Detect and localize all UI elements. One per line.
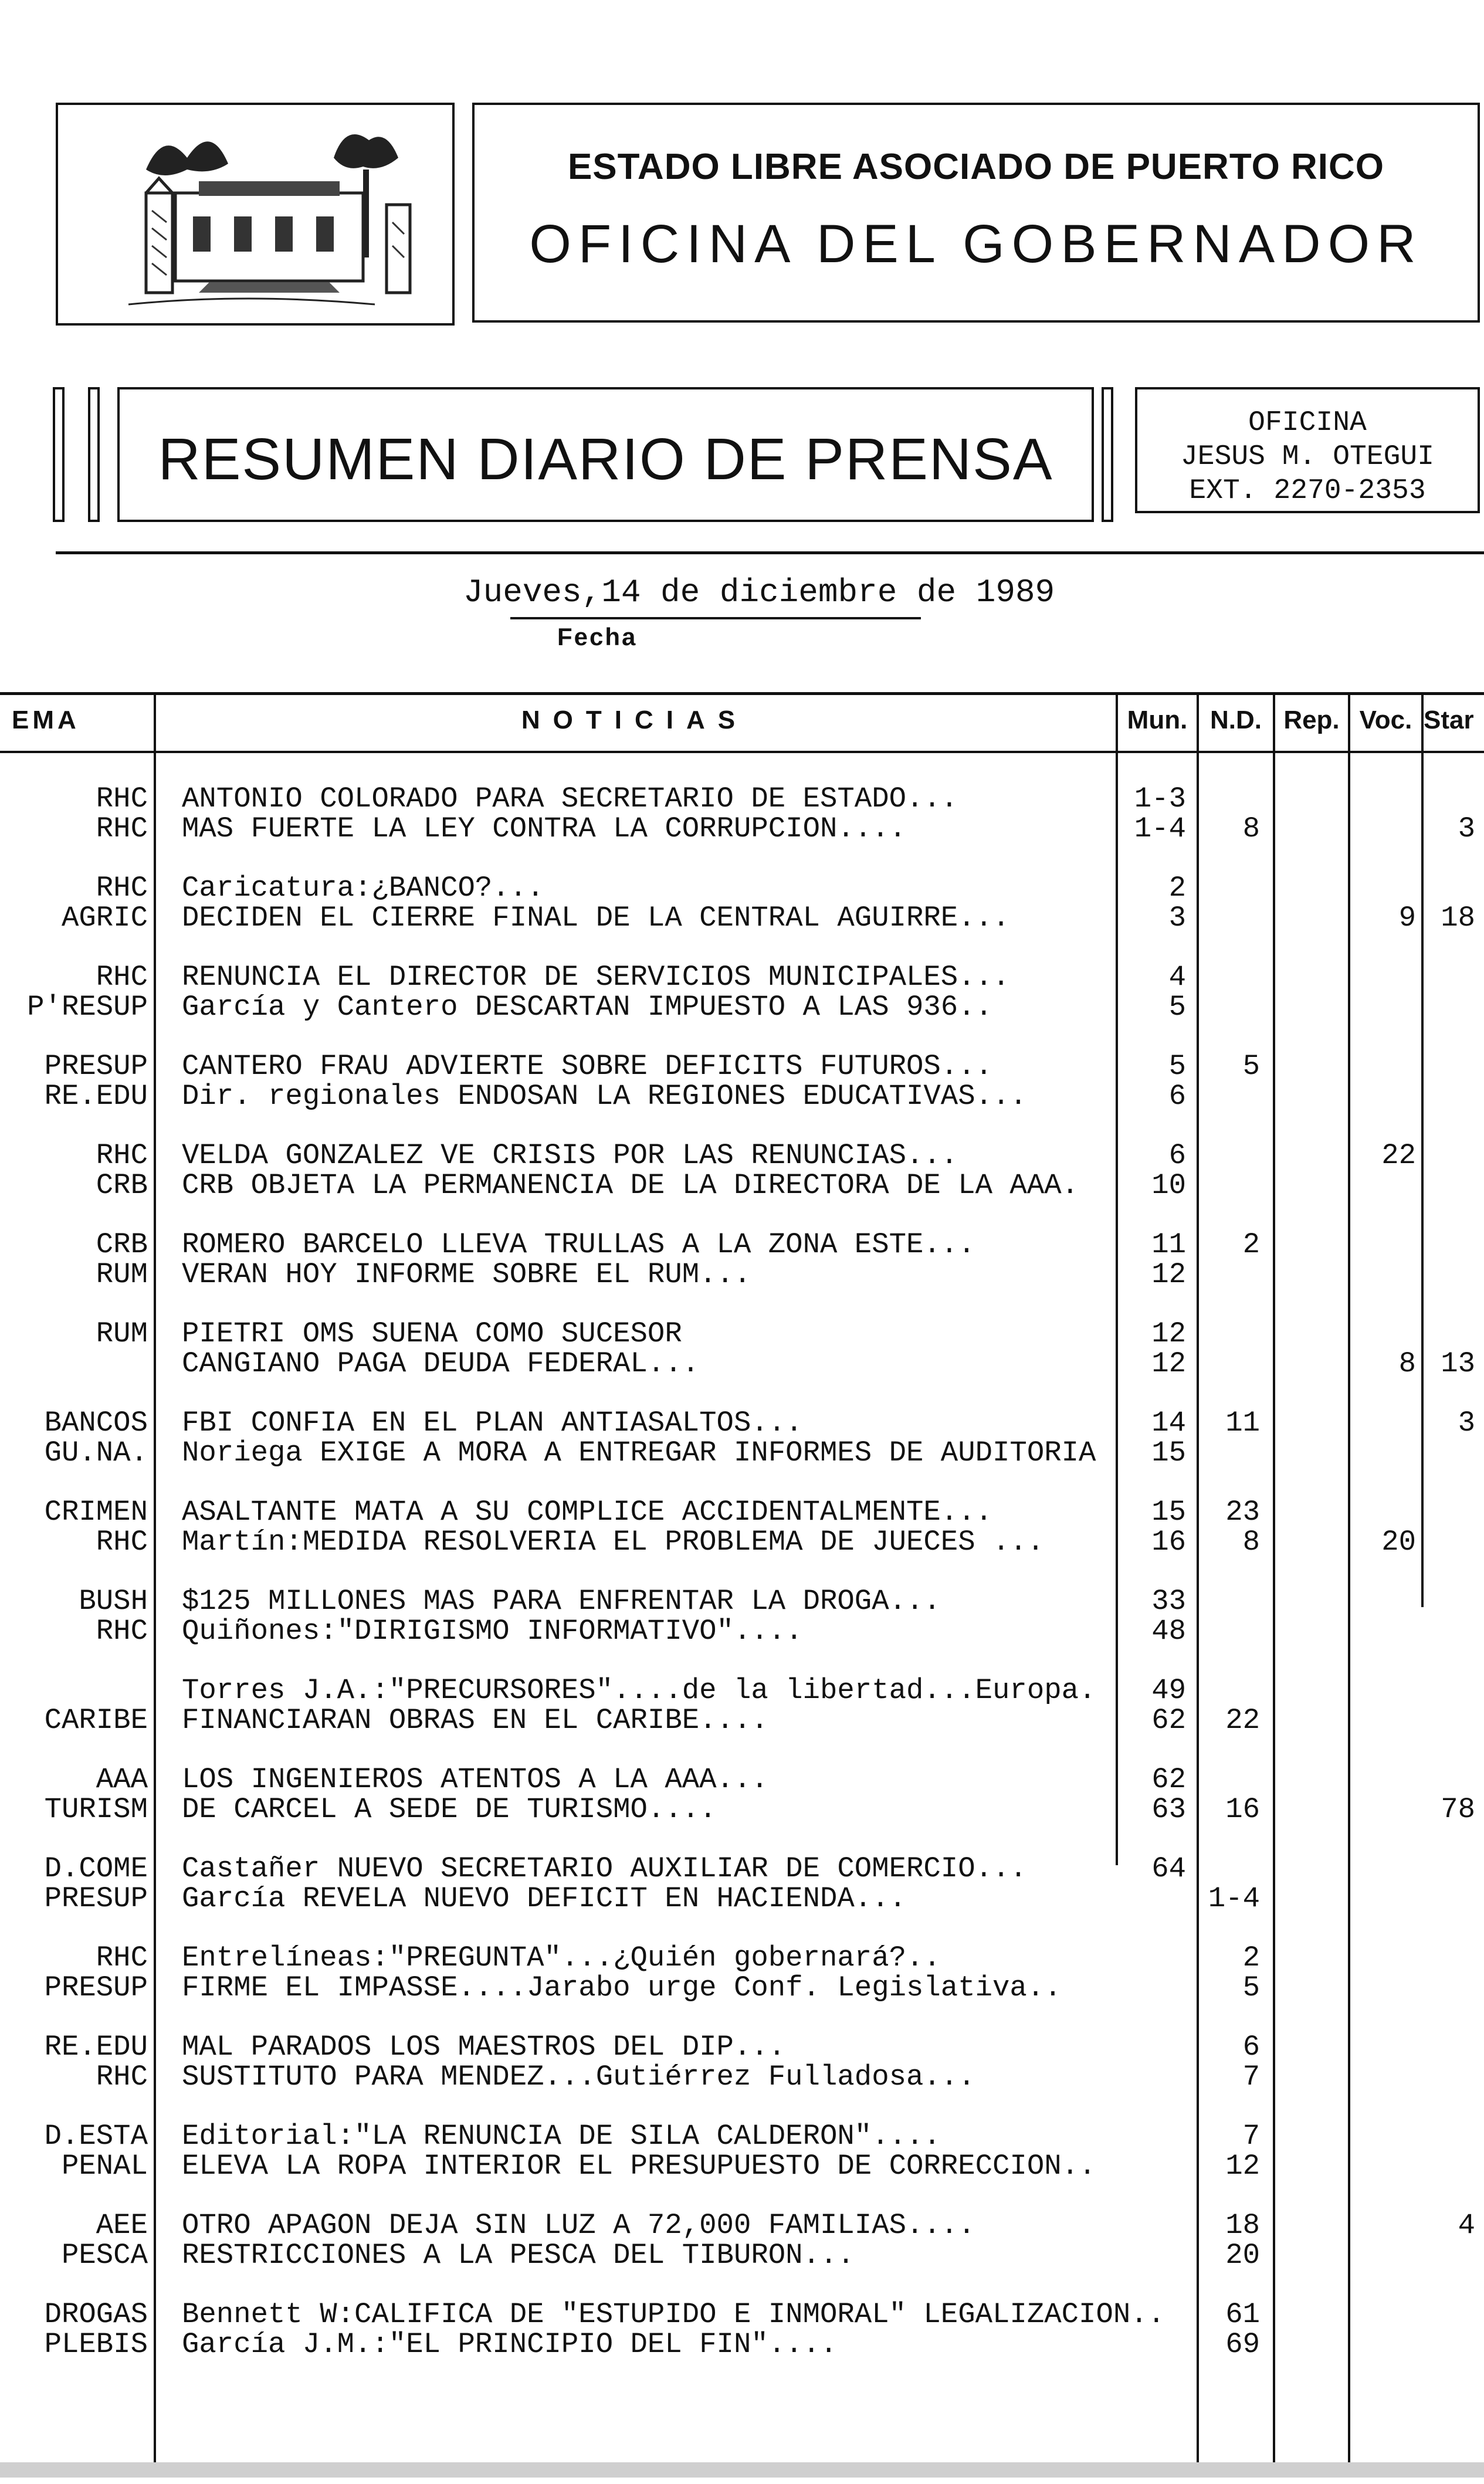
government-title-box <box>472 103 1480 323</box>
header-noticias: NOTICIAS <box>521 706 748 734</box>
row-mun: 15 <box>1151 1436 1186 1469</box>
page-bottom-edge <box>0 2462 1484 2478</box>
office-name: OFICINA DEL GOBERNADOR <box>529 214 1423 274</box>
news-headline: MAS FUERTE LA LEY CONTRA LA CORRUPCION.... <box>182 812 907 845</box>
header-divider <box>56 551 1484 554</box>
row-nd: 12 <box>1225 2150 1260 2183</box>
header-rep: Rep. <box>1283 706 1340 734</box>
row-star: 13 <box>1441 1347 1475 1380</box>
row-mun: 12 <box>1151 1317 1186 1350</box>
header-tema: EMA <box>12 706 80 734</box>
row-tema: TURISM <box>44 1793 148 1826</box>
news-headline: Caricatura:¿BANCO?... <box>182 872 544 904</box>
row-mun: 4 <box>1168 961 1186 994</box>
fortaleza-building-illustration <box>58 105 452 323</box>
row-tema: PRESUP <box>44 1882 148 1915</box>
row-tema: RE.EDU <box>44 1080 148 1113</box>
column-divider-rep <box>1348 692 1350 2469</box>
news-headline: Martín:MEDIDA RESOLVERIA EL PROBLEMA DE JUECES ... <box>182 1526 1045 1558</box>
row-mun: 63 <box>1151 1793 1186 1826</box>
news-headline: CRB OBJETA LA PERMANENCIA DE LA DIRECTORA DE LA AAA. <box>182 1169 1079 1202</box>
header-voc: Voc. <box>1359 706 1412 734</box>
news-headline: Dir. regionales ENDOSAN LA REGIONES EDUCATIVAS... <box>182 1080 1027 1113</box>
row-mun: 1-4 <box>1134 812 1186 845</box>
row-mun: 10 <box>1151 1169 1186 1202</box>
news-headline: CANTERO FRAU ADVIERTE SOBRE DEFICITS FUTUROS... <box>182 1050 993 1083</box>
row-nd: 7 <box>1242 2061 1260 2093</box>
row-mun: 5 <box>1168 1050 1186 1083</box>
news-headline: $125 MILLONES MAS PARA ENFRENTAR LA DROGA... <box>182 1585 941 1618</box>
banner-title: RESUMEN DIARIO DE PRENSA <box>158 426 1053 492</box>
column-divider-nd <box>1273 692 1275 2469</box>
decorative-bar-left-inner <box>88 387 100 522</box>
row-mun: 62 <box>1151 1763 1186 1796</box>
news-headline: DECIDEN EL CIERRE FINAL DE LA CENTRAL AGUIRRE... <box>182 902 1010 934</box>
row-tema: D.COME <box>44 1852 148 1885</box>
row-voc: 9 <box>1398 902 1416 934</box>
row-nd: 8 <box>1242 1526 1260 1558</box>
date-label: Fecha <box>557 623 638 650</box>
row-tema: P'RESUP <box>27 991 148 1024</box>
government-name: ESTADO LIBRE ASOCIADO DE PUERTO RICO <box>567 147 1385 187</box>
row-nd: 2 <box>1242 1941 1260 1974</box>
row-nd: 22 <box>1225 1704 1260 1737</box>
news-headline: VELDA GONZALEZ VE CRISIS POR LAS RENUNCIAS... <box>182 1139 958 1172</box>
news-headline: García REVELA NUEVO DEFICIT EN HACIENDA... <box>182 1882 907 1915</box>
news-headline: ASALTANTE MATA A SU COMPLICE ACCIDENTALMENTE... <box>182 1496 993 1529</box>
header-nd: N.D. <box>1210 706 1262 734</box>
row-mun: 62 <box>1151 1704 1186 1737</box>
news-headline: ELEVA LA ROPA INTERIOR EL PRESUPUESTO DE CORRECCION.. <box>182 2150 1096 2183</box>
row-nd: 1-4 <box>1208 1882 1260 1915</box>
row-voc: 22 <box>1381 1139 1416 1172</box>
press-summary-banner <box>117 387 1094 522</box>
news-headline: ANTONIO COLORADO PARA SECRETARIO DE ESTADO... <box>182 782 958 815</box>
row-tema: AEE <box>96 2209 148 2242</box>
news-headline: FINANCIARAN OBRAS EN EL CARIBE.... <box>182 1704 768 1737</box>
row-nd: 69 <box>1225 2328 1260 2361</box>
row-star: 18 <box>1441 902 1475 934</box>
date-underline <box>510 617 921 619</box>
news-headline: ROMERO BARCELO LLEVA TRULLAS A LA ZONA ESTE... <box>182 1228 975 1261</box>
row-nd: 23 <box>1225 1496 1260 1529</box>
row-nd: 16 <box>1225 1793 1260 1826</box>
row-tema: D.ESTA <box>44 2120 148 2153</box>
row-tema: PESCA <box>61 2239 148 2272</box>
row-nd: 61 <box>1225 2298 1260 2331</box>
row-tema: GU.NA. <box>44 1436 148 1469</box>
governor-office-logo <box>56 103 455 326</box>
row-tema: CRB <box>96 1169 148 1202</box>
row-mun: 48 <box>1151 1615 1186 1648</box>
row-tema: RHC <box>96 1615 148 1648</box>
row-mun: 49 <box>1151 1674 1186 1707</box>
news-headline: DE CARCEL A SEDE DE TURISMO.... <box>182 1793 717 1826</box>
row-tema: AAA <box>96 1763 148 1796</box>
row-mun: 12 <box>1151 1347 1186 1380</box>
row-tema: RUM <box>96 1317 148 1350</box>
row-mun: 1-3 <box>1134 782 1186 815</box>
office-label: OFICINA <box>1248 407 1367 439</box>
row-nd: 2 <box>1242 1228 1260 1261</box>
news-headline: OTRO APAGON DEJA SIN LUZ A 72,000 FAMILIAS.... <box>182 2209 975 2242</box>
row-mun: 15 <box>1151 1496 1186 1529</box>
row-tema: RHC <box>96 1941 148 1974</box>
news-headline: Torres J.A.:"PRECURSORES"....de la libertad...Europa. <box>182 1674 1096 1707</box>
office-contact-name: JESUS M. OTEGUI <box>1180 441 1435 473</box>
news-headline: García y Cantero DESCARTAN IMPUESTO A LAS 936.. <box>182 991 993 1024</box>
news-headline: SUSTITUTO PARA MENDEZ...Gutiérrez Fulladosa... <box>182 2061 975 2093</box>
row-star: 3 <box>1458 812 1475 845</box>
row-tema: RE.EDU <box>44 2031 148 2063</box>
row-star: 78 <box>1441 1793 1475 1826</box>
row-mun: 16 <box>1151 1526 1186 1558</box>
row-tema: RHC <box>96 782 148 815</box>
row-mun: 2 <box>1168 872 1186 904</box>
news-headline: LOS INGENIEROS ATENTOS A LA AAA... <box>182 1763 768 1796</box>
news-headline: Quiñones:"DIRIGISMO INFORMATIVO".... <box>182 1615 803 1648</box>
row-nd: 20 <box>1225 2239 1260 2272</box>
row-voc: 8 <box>1398 1347 1416 1380</box>
row-tema: DROGAS <box>44 2298 148 2331</box>
decorative-bar-left <box>53 387 65 522</box>
table-header-rule <box>0 751 1484 753</box>
news-headline: FIRME EL IMPASSE....Jarabo urge Conf. Legislativa.. <box>182 1971 1062 2004</box>
row-mun: 14 <box>1151 1407 1186 1439</box>
row-star: 4 <box>1458 2209 1475 2242</box>
row-mun: 64 <box>1151 1852 1186 1885</box>
column-divider-mun <box>1197 692 1199 2469</box>
news-headline: García J.M.:"EL PRINCIPIO DEL FIN".... <box>182 2328 838 2361</box>
news-headline: FBI CONFIA EN EL PLAN ANTIASALTOS... <box>182 1407 803 1439</box>
row-tema: PRESUP <box>44 1971 148 2004</box>
news-headline: RENUNCIA EL DIRECTOR DE SERVICIOS MUNICIPALES... <box>182 961 1010 994</box>
news-headline: MAL PARADOS LOS MAESTROS DEL DIP... <box>182 2031 786 2063</box>
row-tema: BANCOS <box>44 1407 148 1439</box>
news-headline: RESTRICCIONES A LA PESCA DEL TIBURON... <box>182 2239 855 2272</box>
row-nd: 11 <box>1225 1407 1260 1439</box>
row-mun: 3 <box>1168 902 1186 934</box>
row-mun: 11 <box>1151 1228 1186 1261</box>
row-voc: 20 <box>1381 1526 1416 1558</box>
table-top-rule <box>0 692 1484 695</box>
row-tema: RUM <box>96 1258 148 1291</box>
row-tema: PLEBIS <box>44 2328 148 2361</box>
row-tema: CARIBE <box>44 1704 148 1737</box>
row-mun: 6 <box>1168 1080 1186 1113</box>
office-contact-box <box>1135 387 1480 513</box>
row-star: 3 <box>1458 1407 1475 1439</box>
header-star: Star <box>1424 706 1474 734</box>
news-headline: Entrelíneas:"PREGUNTA"...¿Quién gobernará?.. <box>182 1941 941 1974</box>
row-tema: RHC <box>96 1526 148 1558</box>
row-nd: 5 <box>1242 1971 1260 2004</box>
row-nd: 7 <box>1242 2120 1260 2153</box>
row-mun: 6 <box>1168 1139 1186 1172</box>
row-nd: 8 <box>1242 812 1260 845</box>
row-tema: RHC <box>96 812 148 845</box>
row-tema: AGRIC <box>61 902 148 934</box>
column-divider-tema <box>154 692 156 2469</box>
office-extension: EXT. 2270-2353 <box>1189 475 1426 507</box>
news-headline: Castañer NUEVO SECRETARIO AUXILIAR DE COMERCIO... <box>182 1852 1027 1885</box>
header-mun: Mun. <box>1127 706 1188 734</box>
news-headline: PIETRI OMS SUENA COMO SUCESOR <box>182 1317 682 1350</box>
row-tema: RHC <box>96 2061 148 2093</box>
row-tema: PRESUP <box>44 1050 148 1083</box>
row-tema: RHC <box>96 961 148 994</box>
row-tema: CRIMEN <box>44 1496 148 1529</box>
row-mun: 5 <box>1168 991 1186 1024</box>
row-mun: 33 <box>1151 1585 1186 1618</box>
news-headline: VERAN HOY INFORME SOBRE EL RUM... <box>182 1258 751 1291</box>
row-mun: 12 <box>1151 1258 1186 1291</box>
news-headline: Editorial:"LA RENUNCIA DE SILA CALDERON".... <box>182 2120 941 2153</box>
news-headline: CANGIANO PAGA DEUDA FEDERAL... <box>182 1347 700 1380</box>
report-date: Jueves,14 de diciembre de 1989 <box>463 574 1055 611</box>
row-nd: 5 <box>1242 1050 1260 1083</box>
row-tema: RHC <box>96 1139 148 1172</box>
row-tema: RHC <box>96 872 148 904</box>
decorative-bar-right <box>1102 387 1113 522</box>
news-headline: Bennett W:CALIFICA DE "ESTUPIDO E INMORAL" LEGALIZACION.. <box>182 2298 1165 2331</box>
row-tema: BUSH <box>79 1585 148 1618</box>
news-headline: Noriega EXIGE A MORA A ENTREGAR INFORMES DE AUDITORIA <box>182 1436 1096 1469</box>
row-nd: 6 <box>1242 2031 1260 2063</box>
row-nd: 18 <box>1225 2209 1260 2242</box>
row-tema: CRB <box>96 1228 148 1261</box>
row-tema: PENAL <box>61 2150 148 2183</box>
